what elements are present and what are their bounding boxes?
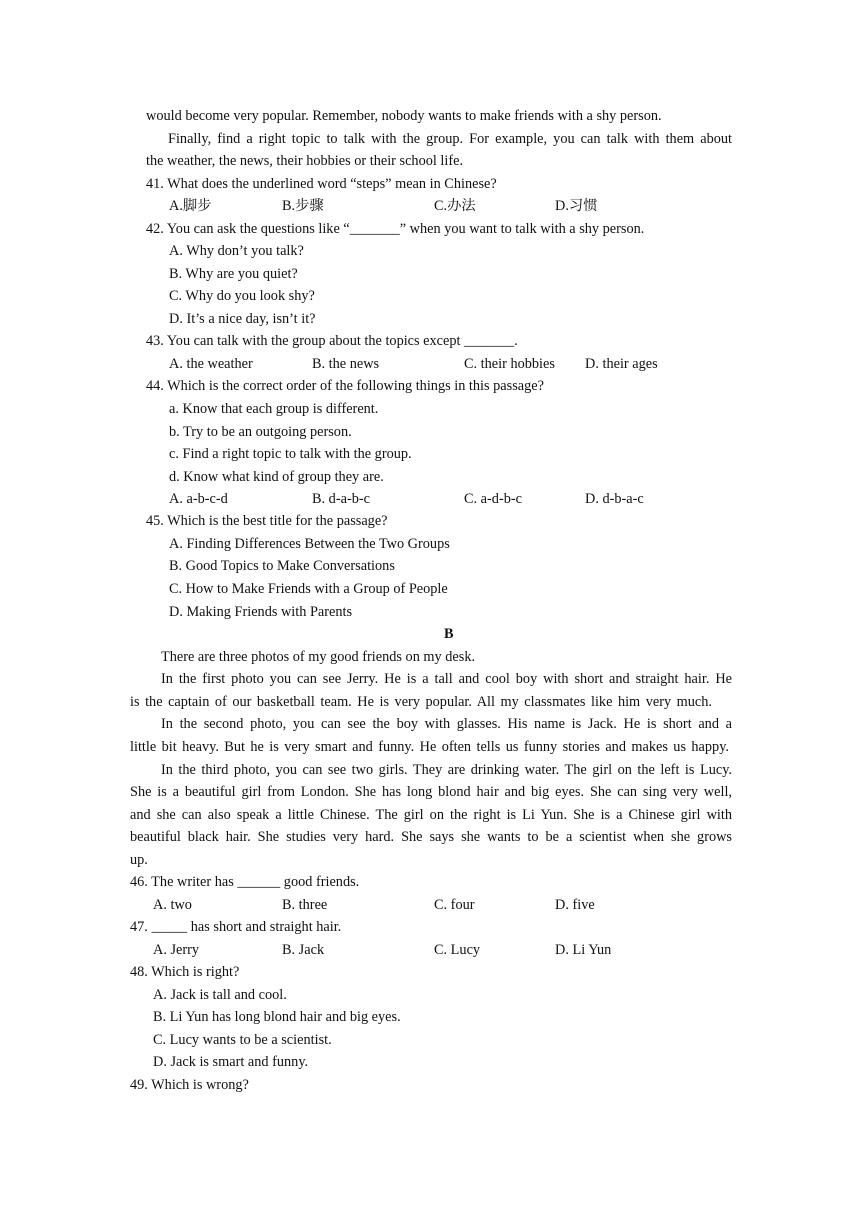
question-47-option-b: B. Jack [282, 942, 325, 958]
question-45-option-a: A. Finding Differences Between the Two Groups [169, 536, 450, 552]
question-44-item: d. Know what kind of group they are. [169, 469, 384, 485]
question-44-option-d: D. d-b-a-c [585, 491, 644, 507]
question-44-option-b: B. d-a-b-c [312, 491, 370, 507]
question-45-option-b: B. Good Topics to Make Conversations [169, 558, 395, 574]
question-48-option-d: D. Jack is smart and funny. [153, 1054, 309, 1070]
question-49-stem: 49. Which is wrong? [130, 1077, 249, 1093]
question-41-stem: 41. What does the underlined word “steps” mean in Chinese? [146, 176, 497, 192]
question-46-option-a: A. two [153, 897, 192, 913]
question-44-item: c. Find a right topic to talk with the group. [169, 446, 412, 462]
question-41-option-b: B.步骤 [282, 198, 324, 214]
question-43-stem: 43. You can talk with the group about the topics except _______. [146, 333, 518, 349]
question-48-stem: 48. Which is right? [130, 964, 240, 980]
question-46-option-b: B. three [282, 897, 328, 913]
question-47-option-c: C. Lucy [434, 942, 481, 958]
question-43-option-b: B. the news [312, 356, 380, 372]
question-46-option-c: C. four [434, 897, 475, 913]
question-42-option-a: A. Why don’t you talk? [169, 243, 304, 259]
question-43-option-d: D. their ages [585, 356, 658, 372]
question-41-option-a: A.脚步 [169, 198, 212, 214]
question-44-item: a. Know that each group is different. [169, 401, 379, 417]
question-44-item: b. Try to be an outgoing person. [169, 424, 352, 440]
section-b-paragraph-line: up. [130, 852, 148, 868]
section-b-paragraph: There are three photos of my good friends on my desk. [161, 649, 476, 665]
question-44-option-c: C. a-d-b-c [464, 491, 522, 507]
section-b-paragraph-line: little bit heavy. But he is very smart and funny. He often tells us funny stories and makes us happy. [130, 739, 729, 755]
passage-a-paragraph: Finally, find a right topic to talk with the group. For example, you can talk with them about [168, 131, 732, 147]
question-46-stem: 46. The writer has ______ good friends. [130, 874, 360, 890]
question-43-option-c: C. their hobbies [464, 356, 555, 372]
question-44-option-a: A. a-b-c-d [169, 491, 228, 507]
passage-a-line: would become very popular. Remember, nobody wants to make friends with a shy person. [146, 108, 662, 124]
question-48-option-c: C. Lucy wants to be a scientist. [153, 1032, 332, 1048]
question-42-stem: 42. You can ask the questions like “_______” when you want to talk with a shy person. [146, 221, 645, 237]
section-b-paragraph: In the first photo you can see Jerry. He is a tall and cool boy with short and straight hair. He [161, 671, 732, 687]
question-45-option-d: D. Making Friends with Parents [169, 604, 353, 620]
question-46-option-d: D. five [555, 897, 595, 913]
question-41-option-c: C.办法 [434, 198, 476, 214]
question-42-option-b: B. Why are you quiet? [169, 266, 298, 282]
question-42-option-c: C. Why do you look shy? [169, 288, 315, 304]
section-b-heading: B [444, 626, 454, 642]
question-47-option-a: A. Jerry [153, 942, 200, 958]
section-b-paragraph: In the third photo, you can see two girls. They are drinking water. The girl on the left is Lucy. [161, 762, 732, 778]
question-45-option-c: C. How to Make Friends with a Group of People [169, 581, 448, 597]
section-b-paragraph-line: and she can also speak a little Chinese. The girl on the right is Li Yun. She is a Chinese girl with [130, 807, 732, 823]
question-42-option-d: D. It’s a nice day, isn’t it? [169, 311, 316, 327]
question-45-stem: 45. Which is the best title for the passage? [146, 513, 388, 529]
section-b-paragraph-line: She is a beautiful girl from London. She has long blond hair and big eyes. She can sing very well, [130, 784, 732, 800]
question-48-option-a: A. Jack is tall and cool. [153, 987, 287, 1003]
question-41-option-d: D.习惯 [555, 198, 598, 214]
question-43-option-a: A. the weather [169, 356, 253, 372]
question-44-stem: 44. Which is the correct order of the following things in this passage? [146, 378, 544, 394]
question-47-option-d: D. Li Yun [555, 942, 612, 958]
question-48-option-b: B. Li Yun has long blond hair and big eyes. [153, 1009, 401, 1025]
passage-a-line: the weather, the news, their hobbies or their school life. [146, 153, 464, 169]
section-b-paragraph-line: is the captain of our basketball team. He is very popular. All my classmates like him very much. [130, 694, 712, 710]
section-b-paragraph-line: beautiful black hair. She studies very hard. She says she wants to be a scientist when she grows [130, 829, 732, 845]
section-b-paragraph: In the second photo, you can see the boy with glasses. His name is Jack. He is short and a [161, 716, 732, 732]
question-47-stem: 47. _____ has short and straight hair. [130, 919, 342, 935]
